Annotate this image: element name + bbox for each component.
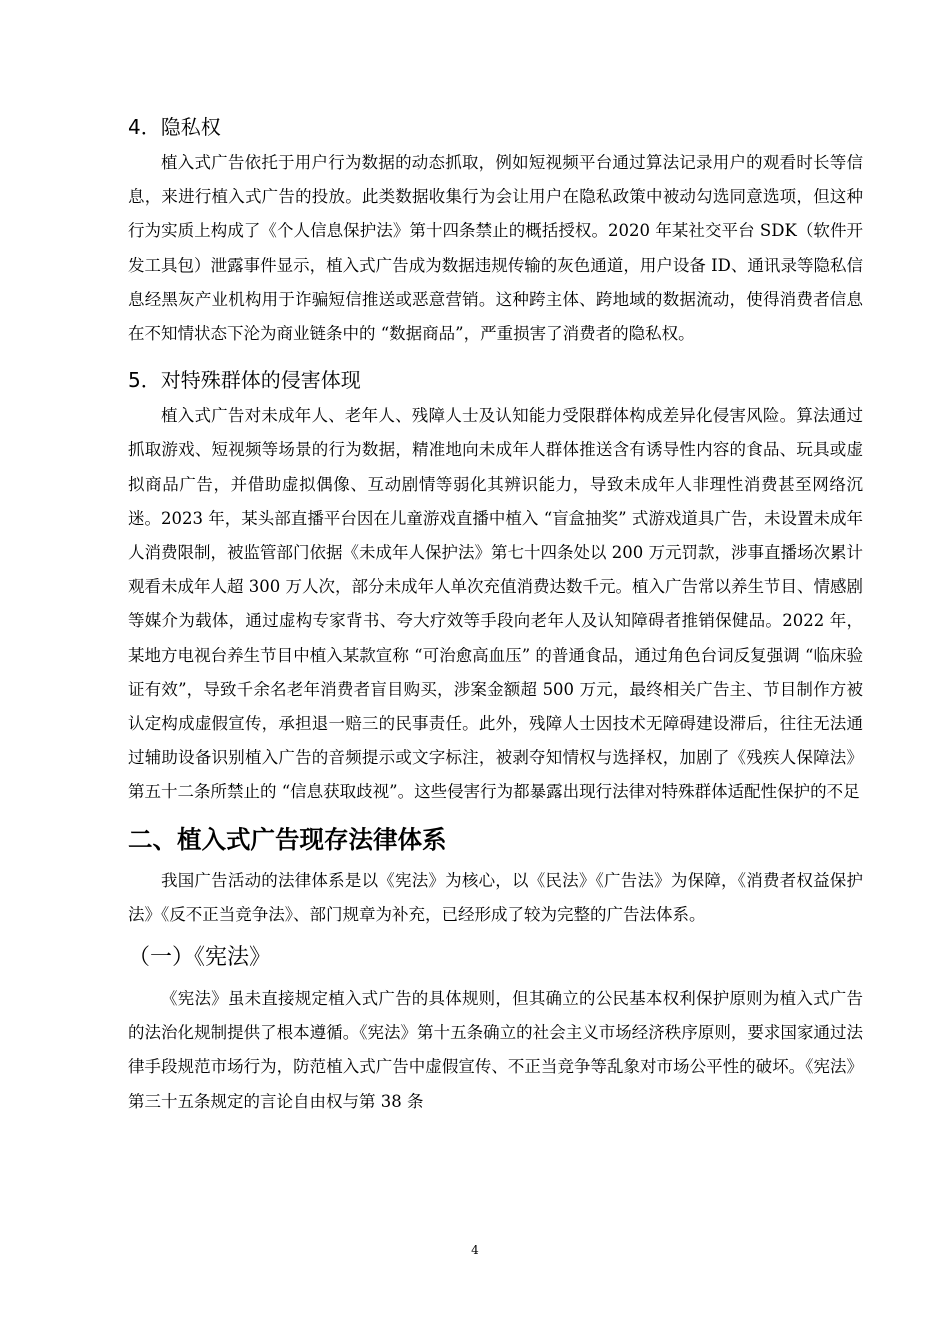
constitution-paragraph: 《宪法》虽未直接规定植入式广告的具体规则，但其确立的公民基本权利保护原则为植入式广告的法治化规制提供了根本遵循。《宪法》第十五条确立的社会主义市场经济秩序原则，要求国家通过法律手段规范市场行为，防范植入式广告中虚假宣传、不正当竞争等乱象对市场公平性的破坏。《宪法》第三十五条规定的言论自由权与第 38 条 bbox=[128, 989, 863, 1111]
privacy-paragraph: 植入式广告依托于用户行为数据的动态抓取，例如短视频平台通过算法记录用户的观看时长等信息，来进行植入式广告的投放。此类数据收集行为会让用户在隐私政策中被动勾选同意选项，但这种行为实质上构成了《个人信息保护法》第十四条禁止的概括授权。2020 年某社交平台 SDK（软件开发工具包）泄露事件显示，植入式广告成为数据违规传输的灰色通道，用户设备 ID、通讯录等隐私信息经黑灰产业机构用于诈骗短信推送或恶意营销。这种跨主体、跨地域的数据流动，使得消费者信息在不知情状态下沦为商业链条中的 “数据商品”，严重损害了消费者的隐私权。 bbox=[128, 153, 863, 344]
page-number: 4 bbox=[471, 1243, 479, 1257]
legal-system-paragraph: 我国广告活动的法律体系是以《宪法》为核心，以《民法》《广告法》为保障，《消费者权益保护法》《反不正当竞争法》、部门规章为补充，已经形成了较为完整的广告法体系。 bbox=[128, 870, 863, 924]
chapter-heading-legal-system: 二、植入式广告现存法律体系 bbox=[128, 824, 447, 854]
subsection-heading-constitution: （一）《宪法》 bbox=[128, 945, 272, 971]
section-heading-privacy: 4．隐私权 bbox=[128, 115, 221, 139]
section-heading-special-groups: 5．对特殊群体的侵害体现 bbox=[128, 368, 361, 393]
special-groups-paragraph: 植入式广告对未成年人、老年人、残障人士及认知能力受限群体构成差异化侵害风险。算法通过抓取游戏、短视频等场景的行为数据，精准地向未成年人群体推送含有诱导性内容的食品、玩具或虚拟商品广告，并借助虚拟偶像、互动剧情等弱化其辨识能力，导致未成年人非理性消费甚至网络沉迷。2023 年，某头部直播平台因在儿童游戏直播中植入 “盲盒抽奖” 式游戏道具广告，未设置未成年人消费限制，被监管部门依据《未成年人保护法》第七十四条处以 200 万元罚款，涉事直播场次累计观看未成年人超 300 万人次，部分未成年人单次充值消费达数千元。植入广告常以养生节目、情感剧等媒介为载体，通过虚构专家背书、夸大疗效等手段向老年人及认知障碍者推销保健品。2022 年，某地方电视台养生节目中植入某款宣称 “可治愈高血压” 的普通食品，通过角色台词反复强调 “临床验证有效”，导致千余名老年消费者盲目购买，涉案金额超 500 万元，最终相关广告主、节目制作方被认定构成虚假宣传，承担退一赔三的民事责任。此外，残障人士因技术无障碍建设滞后，往往无法通过辅助设备识别植入广告的音频提示或文字标注，被剥夺知情权与选择权，加剧了《残疾人保障法》第五十二条所禁止的 “信息获取歧视”。这些侵害行为都暴露出现行法律对特殊群体适配性保护的不足 bbox=[128, 406, 863, 802]
page-content bbox=[128, 112, 863, 1119]
